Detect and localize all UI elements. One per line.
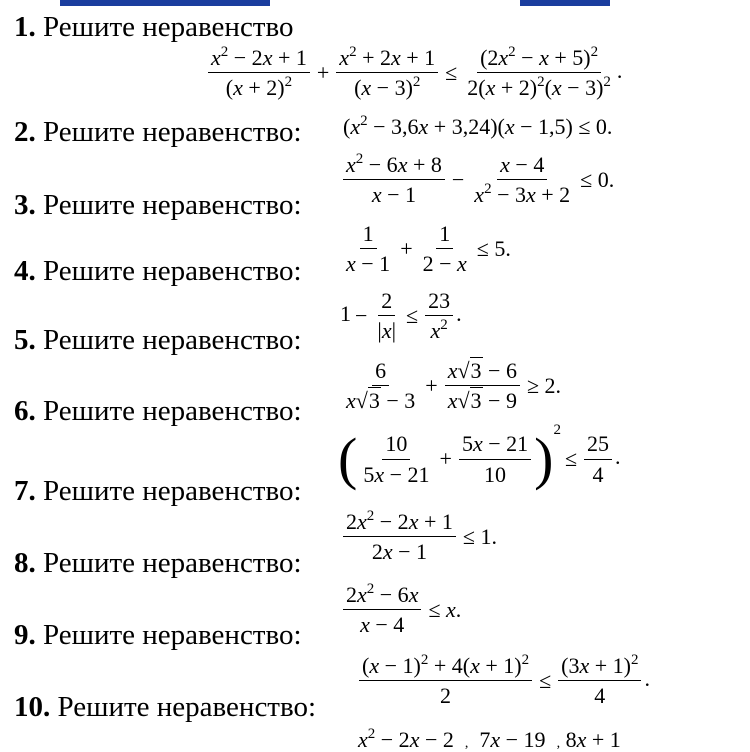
problem-text: Решите неравенство: bbox=[43, 189, 302, 221]
problem-1-expression: $\frac{x^2 - 2x + 1}{(x + 2)^2}$ + $\frac{x^2 + 2x + 1}{(x - 3)^2}$ ≤ $\frac{(2x^2 - x + 5)^2}{2(x + 2)^2(x - 3)^2}$ . bbox=[205, 45, 622, 101]
problem-number: 3. bbox=[14, 189, 36, 221]
problem-1-label bbox=[14, 13, 293, 42]
problem-6-expression: $\frac{6}{x√3 - 3}$ + $\frac{x√3 - 6}{x√3 - 9}$ ≥ 2. bbox=[346, 358, 562, 414]
problem-text: Решите неравенство: bbox=[43, 475, 302, 507]
top-accent-bar bbox=[0, 0, 750, 6]
problem-text: Решите неравенство: bbox=[43, 547, 302, 579]
problem-10-label bbox=[14, 693, 316, 722]
problem-8-label bbox=[14, 549, 302, 578]
problem-5-label bbox=[14, 326, 302, 355]
problem-9-expression: $\frac{2x^2 - 6x}{x - 4}$ ≤ x. bbox=[340, 582, 465, 638]
problem-3-expression: $\frac{x^2 - 6x + 8}{x - 1}$ − $\frac{x - 4}{x^2 - 3x + 2}$ ≤ 0. bbox=[340, 152, 618, 208]
problem-10-expression: $\frac{(x - 1)^2 + 4(x + 1)^2}{2}$ ≤ $\frac{(3x + 1)^2}{4}$ . bbox=[356, 653, 650, 709]
problem-text: Решите неравенство: bbox=[43, 395, 302, 427]
problem-number: 4. bbox=[14, 255, 36, 287]
problem-7-label bbox=[14, 477, 302, 506]
problem-number: 8. bbox=[14, 547, 36, 579]
problem-text: Решите неравенство bbox=[43, 11, 294, 43]
problem-number: 2. bbox=[14, 116, 36, 148]
problem-text: Решите неравенство: bbox=[43, 324, 302, 356]
problem-number: 9. bbox=[14, 619, 36, 651]
problem-4-label bbox=[14, 257, 302, 286]
problem-number: 7. bbox=[14, 475, 36, 507]
problem-2-expression: $(x^2 - 3,6x + 3,24)(x - 1,5) \le 0$. bbox=[343, 112, 613, 139]
problem-8-expression: $\frac{2x^2 - 2x + 1}{2x - 1}$ ≤ 1. bbox=[340, 509, 501, 565]
problem-text: Решите неравенство: bbox=[57, 691, 317, 723]
top-accent-segment bbox=[60, 0, 270, 6]
problem-7-expression: ( $\frac{10}{5x - 21}$ + $\frac{5x - 21}{10}$ )$^2$≤ $\frac{25}{4}$ . bbox=[338, 421, 621, 491]
problem-text: Решите неравенство: bbox=[43, 619, 302, 651]
problem-number: 6. bbox=[14, 395, 36, 427]
problem-9-label bbox=[14, 621, 302, 650]
problem-4-expression: $\frac{1}{x - 1}$ + $\frac{1}{2 - x}$ ≤ 5. bbox=[346, 221, 511, 277]
problem-6-label bbox=[14, 397, 302, 426]
top-accent-segment bbox=[520, 0, 610, 6]
problem-text: Решите неравенство: bbox=[43, 255, 302, 287]
problem-3-label bbox=[14, 191, 302, 220]
problem-number: 10. bbox=[14, 691, 51, 723]
problem-5-expression: 1 − $\frac{2}{|x|}$ ≤ $\frac{23}{x^2}$ . bbox=[340, 288, 462, 344]
problem-11-partial-expression: $x^2 - 2x - 2$ , 7x − 19 , 8x + 1 bbox=[358, 725, 621, 752]
problem-2-label bbox=[14, 118, 302, 147]
problem-number: 1. bbox=[14, 11, 36, 43]
problem-number: 5. bbox=[14, 324, 36, 356]
problem-text: Решите неравенство: bbox=[43, 116, 302, 148]
